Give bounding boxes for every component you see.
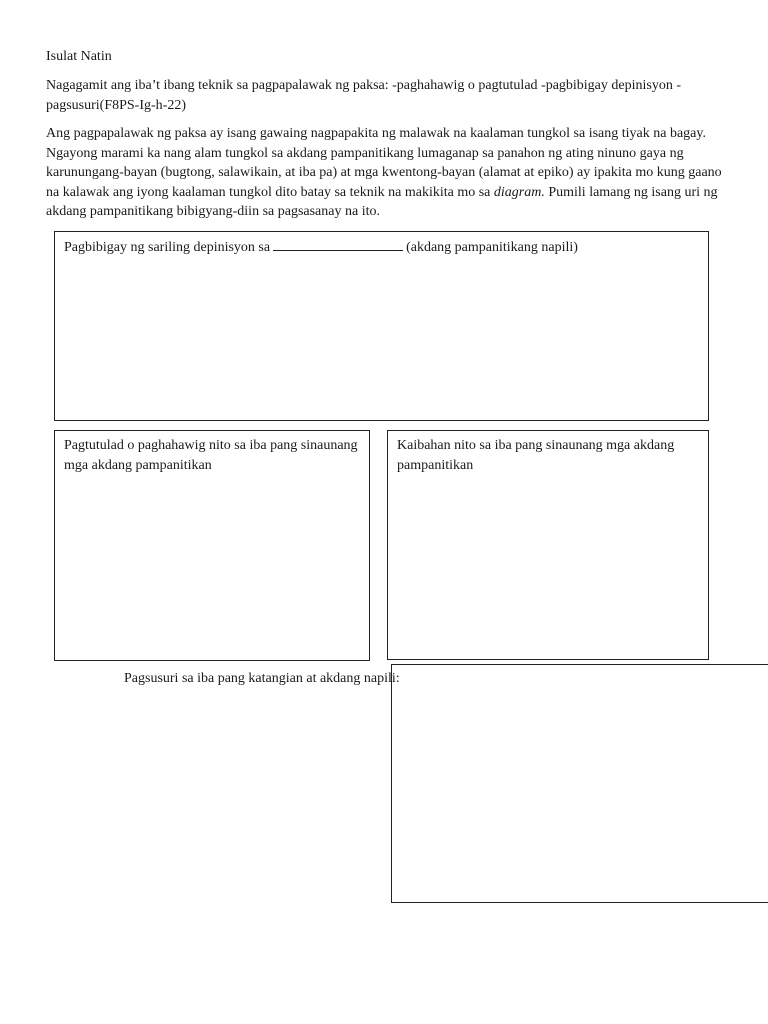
instructions-text: Ang pagpapalawak ng paksa ay isang gawaing nagpapakita ng malawak na kaalaman tungkol sa isang tiyak na bagay. Ngayong marami ka nang alam tungkol sa akdang pampanitikang lumaganap sa panahon ng ating ninuno gaya ng karunungang-bayan (bugtong, salawikain, at iba pa) at mga kwentong-bayan (alamat at epiko) ay ipakita mo kung gaano na kalawak ang iyong kaalaman tungkol dito batay sa teknik na makikita mo sa	[46, 126, 722, 200]
instructions-paragraph	[46, 124, 736, 222]
difference-prompt: Kaibahan nito sa iba pang sinaunang mga akdang pampanitikan	[397, 438, 675, 473]
definition-blank-line[interactable]	[273, 237, 403, 251]
analysis-prompt: Pagsusuri sa iba pang katangian at akdang napili:	[124, 671, 400, 686]
definition-box[interactable]	[54, 231, 709, 421]
analysis-box[interactable]	[391, 664, 768, 903]
similarity-prompt: Pagtutulad o paghahawig nito sa iba pang sinaunang mga akdang pampanitikan	[64, 438, 358, 473]
worksheet-title: Isulat Natin	[46, 49, 112, 64]
definition-prompt-suffix: (akdang pampanitikang napili)	[406, 240, 578, 255]
difference-box[interactable]	[387, 430, 709, 660]
instructions-text-end: Pumili lamang ng isang uri ng akdang pampanitikang bibigyang-diin sa pagsasanay na ito.	[46, 184, 718, 219]
learning-objective: Nagagamit ang iba’t ibang teknik sa pagpapalawak ng paksa: -paghahawig o pagtutulad -pagbibigay depinisyon -pagsusuri(F8PS-Ig-h-22)	[46, 78, 682, 113]
definition-prompt: Pagbibigay ng sariling depinisyon sa	[64, 240, 271, 255]
diagram-word: diagram.	[493, 184, 545, 200]
similarity-box[interactable]	[54, 430, 370, 661]
